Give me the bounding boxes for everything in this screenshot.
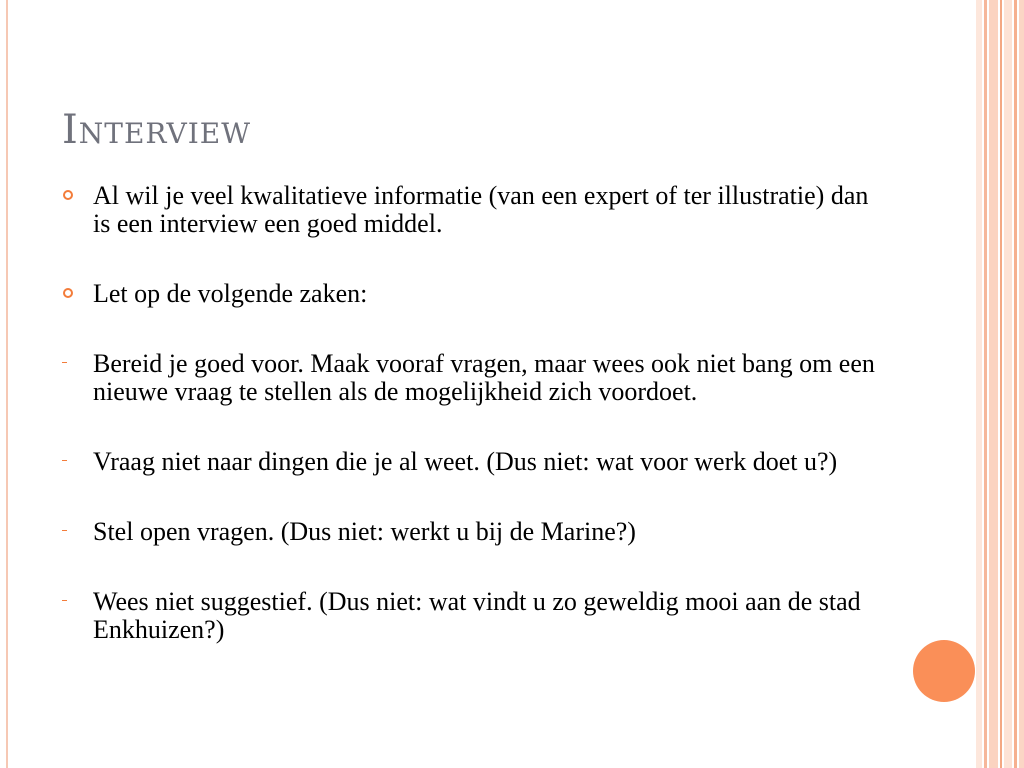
ring-bullet-icon xyxy=(60,182,82,210)
list-item xyxy=(60,588,890,644)
dash-bullet-icon xyxy=(60,350,82,378)
dash-bullet-icon xyxy=(60,448,82,476)
decorative-stripes xyxy=(976,0,1024,768)
list-item xyxy=(60,350,890,406)
bullet-list xyxy=(60,182,890,644)
list-item-text: Vraag niet naar dingen die je al weet. (Dus niet: wat voor werk doet u?) xyxy=(93,447,838,476)
stripe xyxy=(1019,0,1024,768)
ring-bullet-icon xyxy=(60,280,82,308)
list-item xyxy=(60,448,890,476)
list-item-text: Wees niet suggestief. (Dus niet: wat vindt u zo geweldig mooi aan de stad Enkhuizen?) xyxy=(93,587,861,644)
stripe xyxy=(1014,0,1017,768)
dash-bullet-icon xyxy=(60,518,82,546)
list-item-text: Bereid je goed voor. Maak vooraf vragen, maar wees ook niet bang om een nieuwe vraag te stellen als de mogelijkheid zich voordoet. xyxy=(93,349,875,406)
list-item xyxy=(60,280,890,308)
decorative-circle xyxy=(913,640,975,702)
list-item xyxy=(60,518,890,546)
slide-title: Interview xyxy=(62,107,251,153)
list-item-text: Al wil je veel kwalitatieve informatie (van een expert of ter illustratie) dan is een interview een goed middel. xyxy=(93,181,869,238)
list-item-text: Stel open vragen. (Dus niet: werkt u bij de Marine?) xyxy=(93,517,636,546)
left-edge-line xyxy=(6,0,8,768)
stripe xyxy=(1000,0,1002,768)
dash-bullet-icon xyxy=(60,588,82,616)
stripe xyxy=(976,0,982,768)
list-item xyxy=(60,182,890,238)
list-item-text: Let op de volgende zaken: xyxy=(93,279,368,308)
stripe xyxy=(989,0,998,768)
stripe xyxy=(984,0,987,768)
stripe xyxy=(1004,0,1012,768)
